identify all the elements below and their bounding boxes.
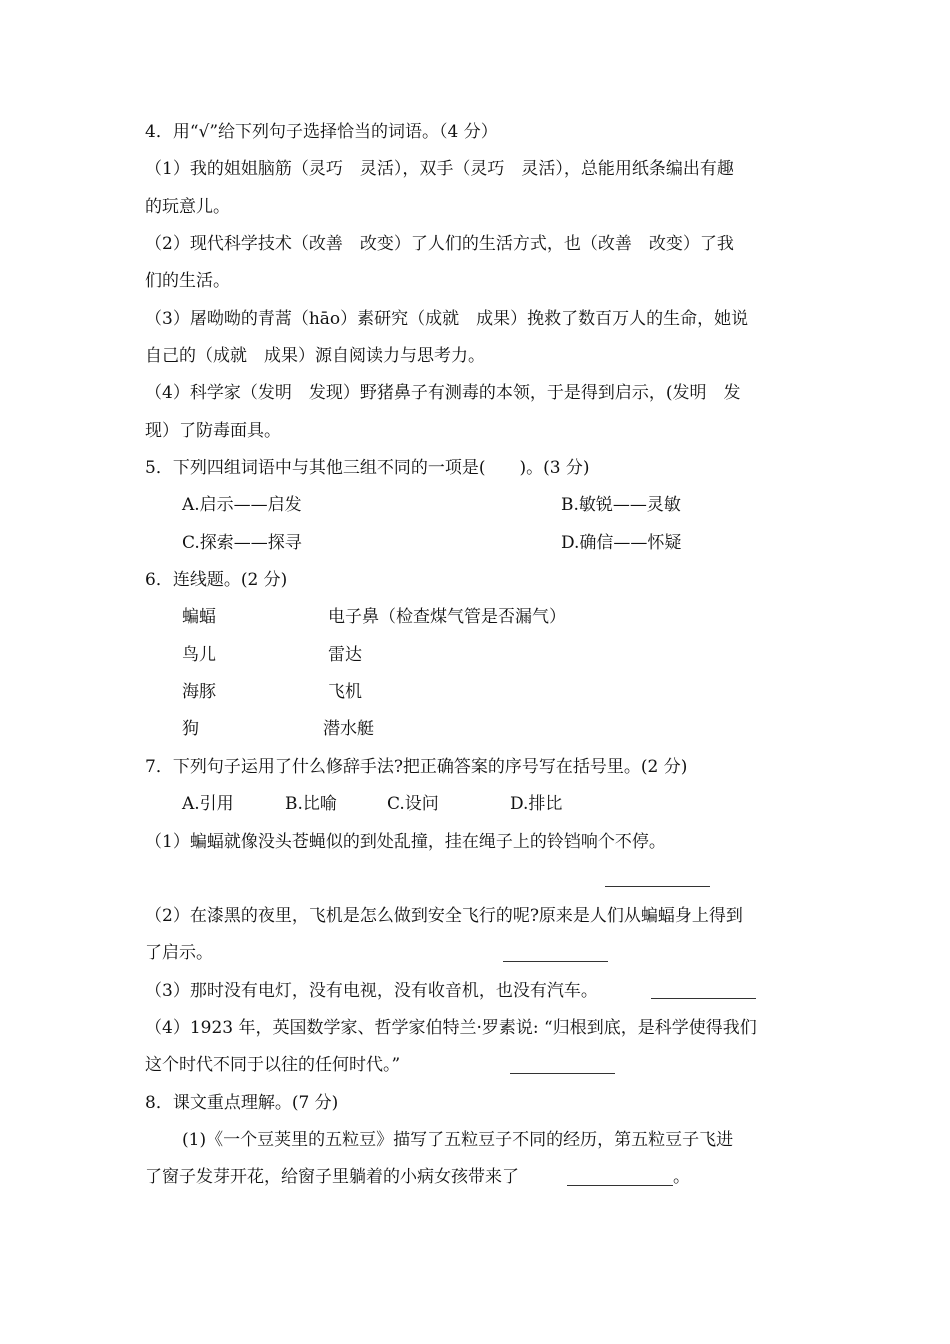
q7-answer-blank-3[interactable] <box>651 998 756 999</box>
q7-option-c: C.设问 <box>387 794 439 814</box>
q4-sentence-3-line-1: （3）屠呦呦的青蒿（hāo）素研究（成就 成果）挽救了数百万人的生命，她说 <box>145 309 749 329</box>
q4-sentence-4-line-2: 现）了防毒面具。 <box>145 421 281 441</box>
q4-sentence-3-line-2: 自己的（成就 成果）源自阅读力与思考力。 <box>145 346 485 366</box>
q7-sentence-3: （3）那时没有电灯，没有电视，没有收音机，也没有汽车。 <box>145 981 598 1001</box>
q4-sentence-2-line-2: 们的生活。 <box>145 271 230 291</box>
q5-option-a: A.启示——启发 <box>182 495 302 515</box>
q4-sentence-1-line-1: （1）我的姐姐脑筋（灵巧 灵活），双手（灵巧 灵活），总能用纸条编出有趣 <box>145 159 734 179</box>
q5-option-d: D.确信——怀疑 <box>561 533 682 553</box>
q7-sentence-2-line-1: （2）在漆黑的夜里，飞机是怎么做到安全飞行的呢?原来是人们从蝙蝠身上得到 <box>145 906 743 926</box>
q6-left-item: 鸟儿 <box>182 645 216 665</box>
q6-right-item: 飞机 <box>328 682 362 702</box>
q4-sentence-2-line-1: （2）现代科学技术（改善 改变）了人们的生活方式，也（改善 改变）了我 <box>145 234 734 254</box>
q6-right-item: 电子鼻（检查煤气管是否漏气） <box>328 607 566 627</box>
q7-option-d: D.排比 <box>510 794 563 814</box>
q4-sentence-1-line-2: 的玩意儿。 <box>145 197 230 217</box>
q7-option-a: A.引用 <box>182 794 234 814</box>
q7-sentence-2-line-2: 了启示。 <box>145 943 213 963</box>
q7-sentence-4-line-2: 这个时代不同于以往的任何时代。” <box>145 1055 401 1075</box>
q8-title: 8．课文重点理解。(7 分) <box>145 1093 339 1113</box>
q8-sentence-1-end: 。 <box>673 1167 690 1187</box>
q8-sentence-1-line-1: (1)《一个豆荚里的五粒豆》描写了五粒豆子不同的经历，第五粒豆子飞进 <box>182 1130 734 1150</box>
q6-right-item: 雷达 <box>328 645 362 665</box>
q8-sentence-1-line-2: 了窗子发芽开花，给窗子里躺着的小病女孩带来了 <box>145 1167 519 1187</box>
q7-answer-blank-2[interactable] <box>503 961 608 962</box>
q8-answer-blank-1[interactable] <box>567 1185 673 1186</box>
q6-left-item: 海豚 <box>182 682 216 702</box>
q4-title: 4．用“√”给下列句子选择恰当的词语。（4 分） <box>145 122 498 142</box>
q7-sentence-4-line-1: （4）1923 年，英国数学家、哲学家伯特兰·罗素说: “归根到底，是科学使得我们 <box>145 1018 757 1038</box>
q6-title: 6．连线题。(2 分) <box>145 570 288 590</box>
q7-option-b: B.比喻 <box>285 794 337 814</box>
q6-left-item: 蝙蝠 <box>182 607 216 627</box>
q7-answer-blank-4[interactable] <box>510 1073 615 1074</box>
q7-title: 7．下列句子运用了什么修辞手法?把正确答案的序号写在括号里。(2 分) <box>145 757 688 777</box>
q5-option-c: C.探索——探寻 <box>182 533 302 553</box>
q4-sentence-4-line-1: （4）科学家（发明 发现）野猪鼻子有测毒的本领，于是得到启示，(发明 发 <box>145 383 741 403</box>
q7-sentence-1: （1）蝙蝠就像没头苍蝇似的到处乱撞，挂在绳子上的铃铛响个不停。 <box>145 832 666 852</box>
q7-answer-blank-1[interactable] <box>605 886 710 887</box>
q6-left-item: 狗 <box>182 719 199 739</box>
q5-option-b: B.敏锐——灵敏 <box>561 495 681 515</box>
q5-title: 5．下列四组词语中与其他三组不同的一项是( )。(3 分) <box>145 458 590 478</box>
q6-right-item: 潜水艇 <box>323 719 374 739</box>
